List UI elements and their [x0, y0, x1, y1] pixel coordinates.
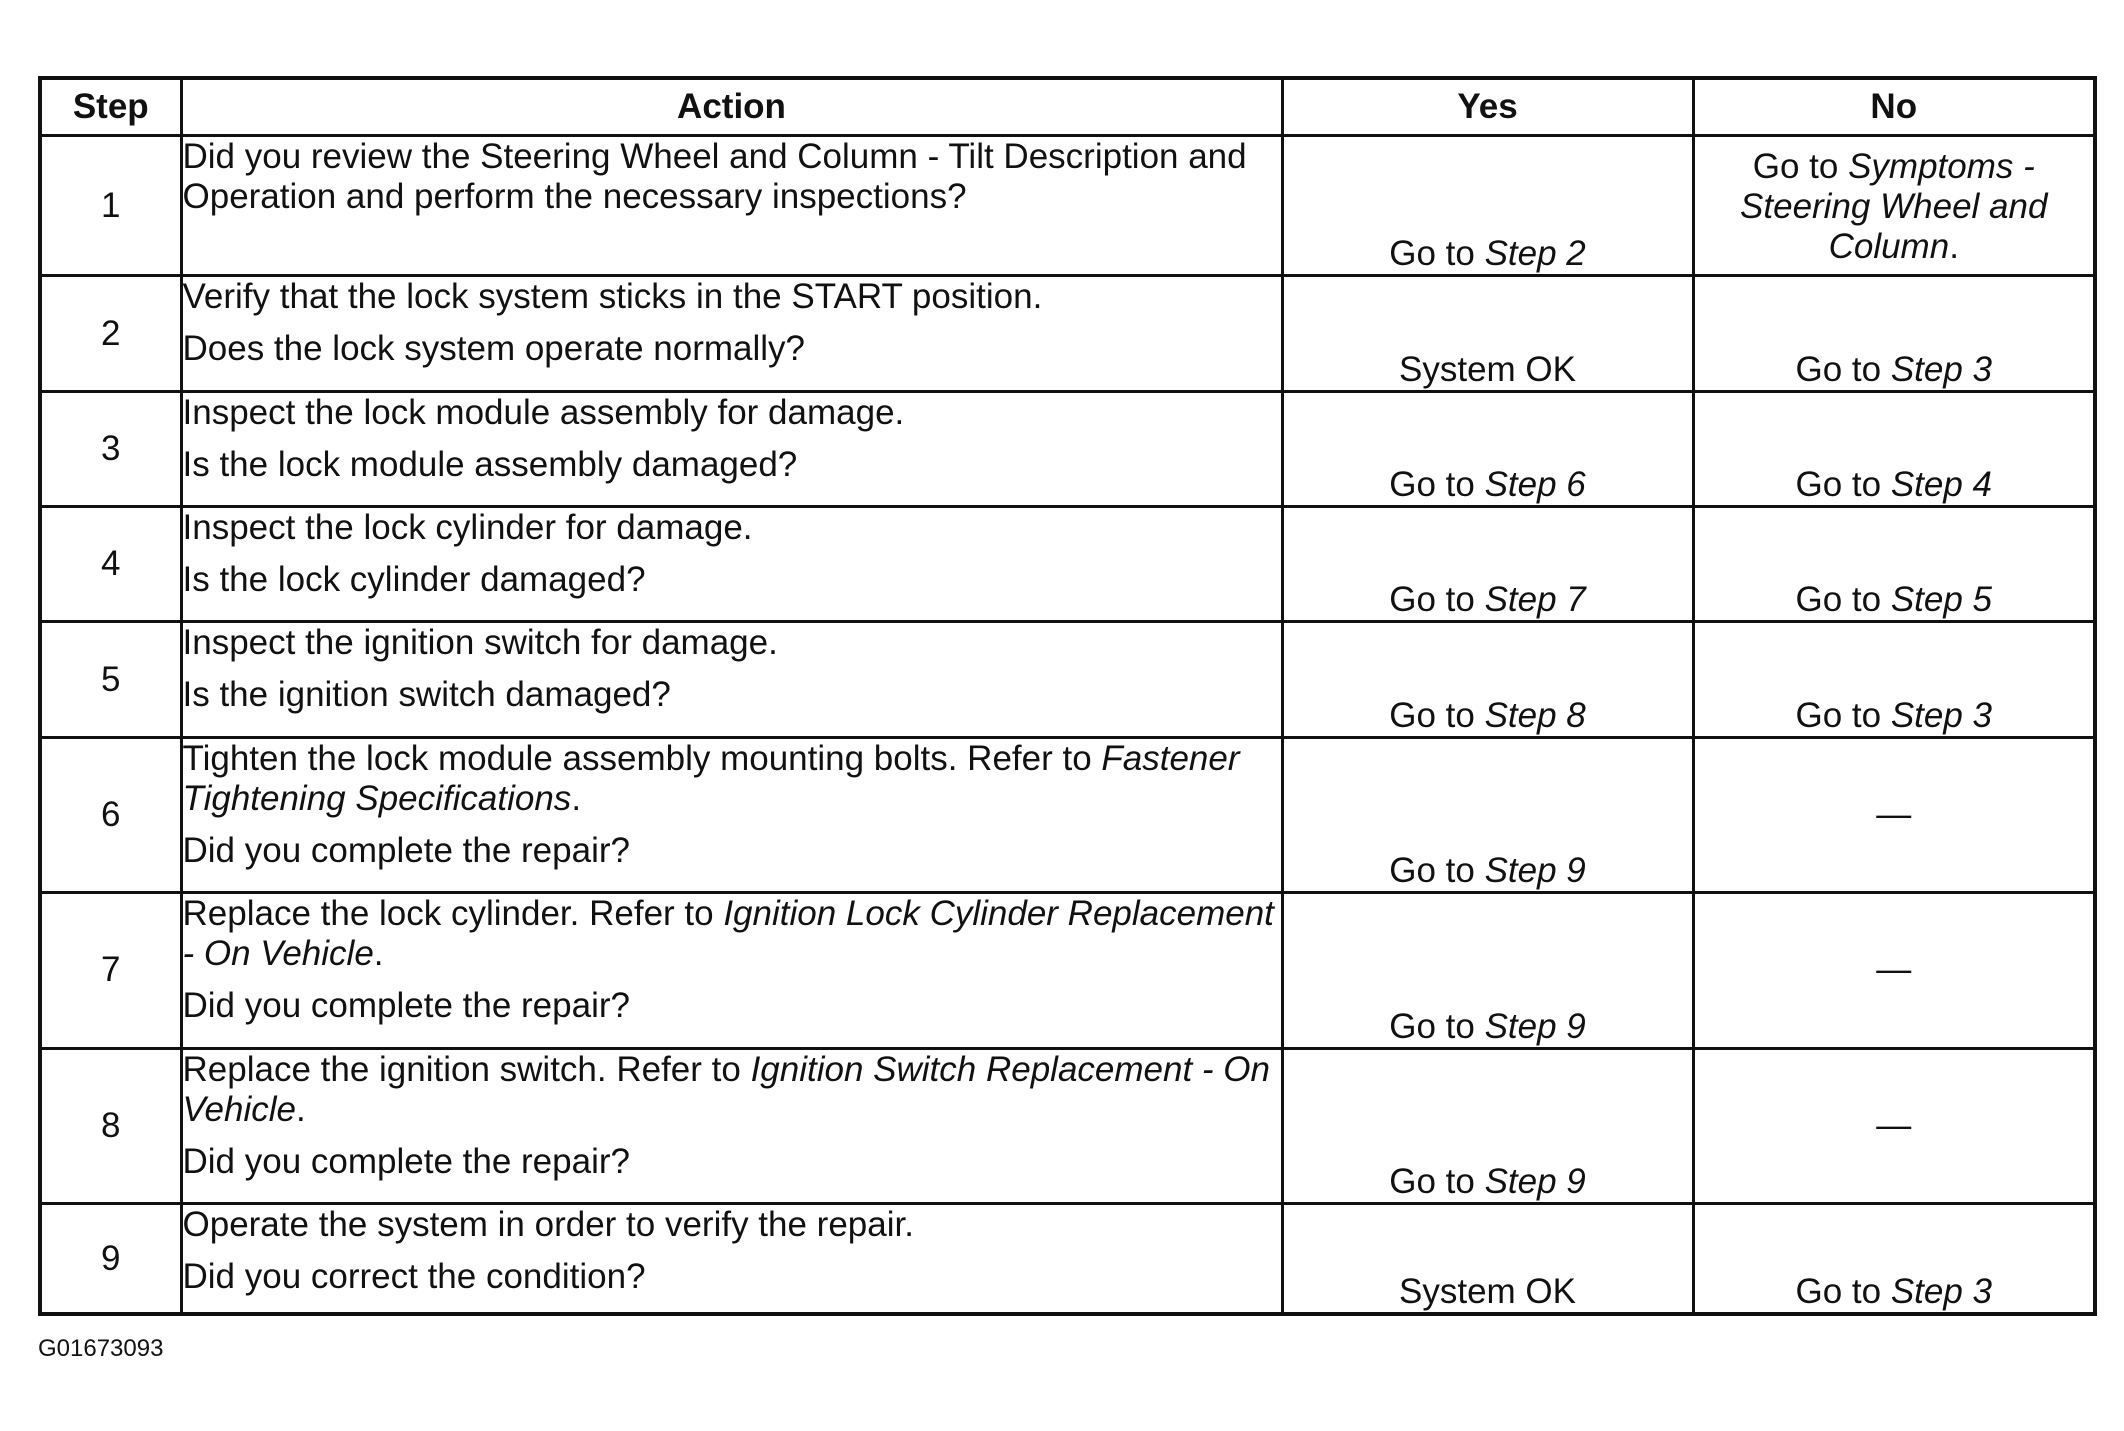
yes-cell — [1282, 507, 1693, 622]
action-question: Is the lock cylinder damaged? — [182, 560, 646, 600]
yes-cell — [1282, 276, 1693, 391]
step-number: 3 — [40, 391, 181, 506]
no-prefix: Go to — [1752, 147, 1849, 186]
no-cell — [1693, 276, 2095, 391]
yes-prefix: Go to — [1389, 1006, 1485, 1046]
yes-text: System OK — [1399, 1272, 1576, 1311]
yes-step-link[interactable]: Step 9 — [1484, 1162, 1586, 1202]
table-row — [40, 391, 2095, 506]
yes-cell — [1282, 1204, 1693, 1314]
no-symptoms-link[interactable]: Symptoms - Steering Wheel and Column — [1740, 147, 2048, 266]
action-text — [183, 894, 1281, 974]
action-text-lead: Tighten the lock module assembly mounting bolts. Refer to — [182, 738, 1102, 778]
figure-id: G01673093 — [38, 1335, 164, 1362]
yes-step-link[interactable]: Step 7 — [1484, 580, 1586, 620]
no-step-link[interactable]: Step 4 — [1890, 465, 1993, 505]
table-row — [40, 737, 2095, 892]
yes-cell — [1282, 737, 1693, 892]
table-row — [40, 1204, 2095, 1314]
no-prefix: Go to — [1795, 1272, 1891, 1311]
no-dash: — — [1876, 950, 1912, 990]
action-text — [183, 739, 1281, 819]
action-question: Did you complete the repair? — [182, 1141, 630, 1181]
action-text: Operate the system in order to verify the repair. — [182, 1205, 914, 1245]
no-cell — [1693, 507, 2095, 622]
no-cell — [1693, 136, 2095, 276]
action-text-lead: Replace the lock cylinder. Refer to — [182, 894, 724, 934]
no-step-link[interactable]: Step 3 — [1890, 695, 1993, 735]
table-row — [40, 622, 2095, 737]
no-step-link[interactable]: Step 5 — [1890, 580, 1993, 620]
action-text: Inspect the lock cylinder for damage. — [182, 508, 753, 548]
action-text-suffix: . — [571, 778, 582, 818]
table-row — [40, 893, 2095, 1048]
action-text: Inspect the ignition switch for damage. — [182, 623, 778, 663]
table-row — [40, 276, 2095, 391]
step-number: 2 — [40, 276, 181, 391]
no-cell — [1693, 622, 2095, 737]
header-action: Action — [181, 78, 1282, 136]
yes-prefix: Go to — [1389, 580, 1485, 620]
yes-cell — [1282, 893, 1693, 1048]
yes-prefix: Go to — [1389, 234, 1485, 274]
yes-step-link[interactable]: Step 2 — [1484, 234, 1586, 274]
step-number: 5 — [40, 622, 181, 737]
table-row — [40, 1048, 2095, 1203]
header-no: No — [1693, 78, 2095, 136]
action-text: Did you review the Steering Wheel and Column - Tilt Description and Operation and perform the necessary inspections? — [182, 137, 1247, 216]
action-text: Verify that the lock system sticks in the START position. — [182, 277, 1043, 317]
action-reference-link[interactable]: Fastener Tightening Specifications — [182, 738, 1240, 818]
yes-prefix: Go to — [1389, 851, 1485, 891]
yes-text: System OK — [1399, 349, 1576, 389]
yes-prefix: Go to — [1389, 695, 1485, 735]
table-row — [40, 136, 2095, 276]
action-text: Inspect the lock module assembly for damage. — [182, 392, 905, 432]
yes-prefix: Go to — [1389, 1162, 1485, 1202]
step-number: 4 — [40, 507, 181, 622]
step-number: 9 — [40, 1204, 181, 1314]
action-cell — [181, 1204, 1282, 1314]
action-text-suffix: . — [296, 1089, 306, 1129]
yes-cell — [1282, 1048, 1693, 1203]
yes-cell — [1282, 136, 1693, 276]
no-cell — [1693, 391, 2095, 506]
no-dash: — — [1876, 1105, 1912, 1145]
action-question: Is the ignition switch damaged? — [182, 675, 671, 715]
yes-step-link[interactable]: Step 8 — [1484, 695, 1586, 735]
action-reference-link[interactable]: Ignition Switch Replacement - On Vehicle — [182, 1049, 1270, 1129]
diagnostic-table — [38, 76, 2097, 1316]
yes-step-link[interactable]: Step 6 — [1484, 465, 1586, 505]
action-cell — [181, 737, 1282, 892]
action-cell — [181, 893, 1282, 1048]
step-number: 6 — [40, 737, 181, 892]
no-cell — [1693, 1048, 2095, 1203]
yes-step-link[interactable]: Step 9 — [1484, 851, 1586, 891]
action-question: Did you complete the repair? — [182, 830, 630, 870]
action-question: Does the lock system operate normally? — [182, 329, 805, 369]
no-prefix: Go to — [1795, 580, 1891, 620]
table-row — [40, 507, 2095, 622]
header-step: Step — [40, 78, 181, 136]
step-number: 1 — [40, 136, 181, 276]
action-question: Did you complete the repair? — [182, 986, 630, 1026]
no-dash: — — [1876, 794, 1912, 834]
no-step-link[interactable]: Step 3 — [1890, 1272, 1993, 1311]
table-header-row — [40, 78, 2095, 136]
header-yes: Yes — [1282, 78, 1693, 136]
no-prefix: Go to — [1795, 465, 1891, 505]
yes-step-link[interactable]: Step 9 — [1484, 1006, 1586, 1046]
action-reference-link[interactable]: Ignition Lock Cylinder Replacement - On Vehicle — [182, 894, 1274, 974]
yes-cell — [1282, 622, 1693, 737]
action-cell — [181, 507, 1282, 622]
action-text-lead: Replace the ignition switch. Refer to — [182, 1049, 751, 1089]
yes-cell — [1282, 391, 1693, 506]
no-step-link[interactable]: Step 3 — [1890, 349, 1993, 389]
action-cell — [181, 391, 1282, 506]
action-question: Did you correct the condition? — [182, 1257, 646, 1297]
action-text-suffix: . — [373, 934, 384, 974]
action-text — [183, 1050, 1281, 1130]
step-number: 8 — [40, 1048, 181, 1203]
no-cell — [1693, 1204, 2095, 1314]
action-cell — [181, 276, 1282, 391]
yes-prefix: Go to — [1389, 465, 1485, 505]
action-question: Is the lock module assembly damaged? — [182, 444, 798, 484]
no-cell — [1693, 737, 2095, 892]
no-suffix: . — [1949, 227, 1959, 266]
action-cell — [181, 1048, 1282, 1203]
no-prefix: Go to — [1795, 349, 1891, 389]
no-prefix: Go to — [1795, 695, 1891, 735]
action-cell — [181, 136, 1282, 276]
action-cell — [181, 622, 1282, 737]
no-cell — [1693, 893, 2095, 1048]
step-number: 7 — [40, 893, 181, 1048]
